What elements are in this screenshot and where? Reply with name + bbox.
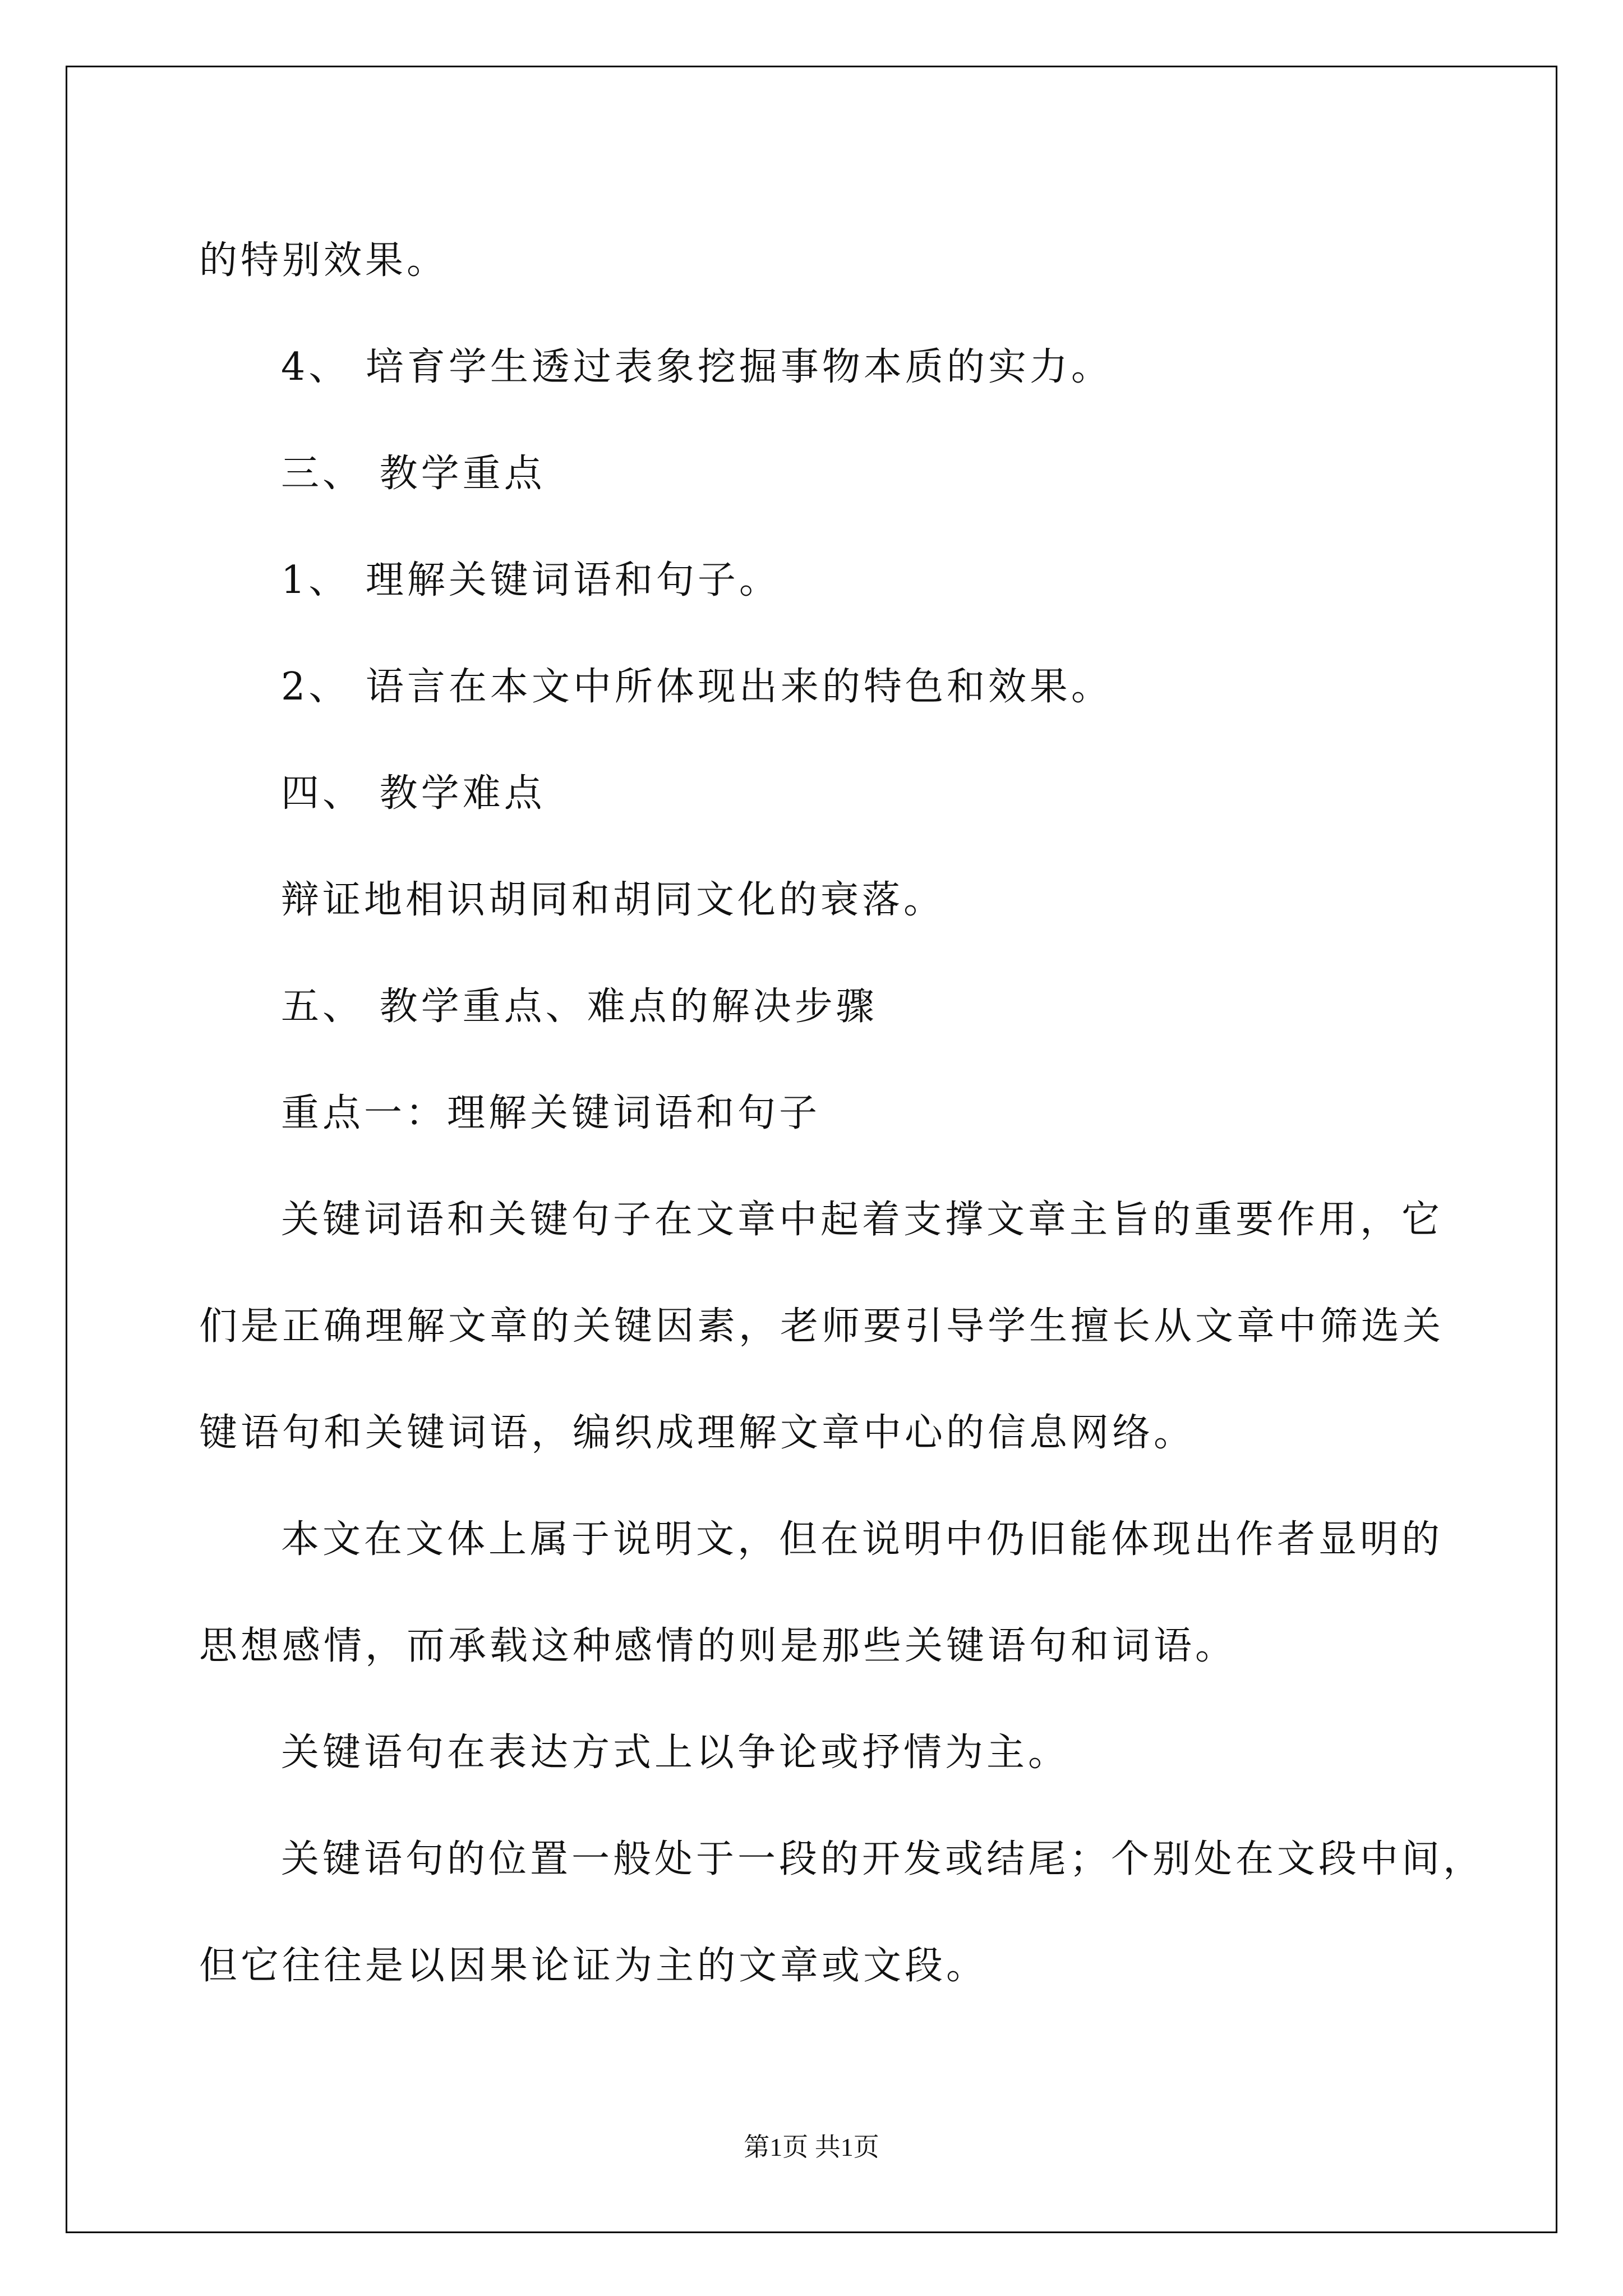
- text-line: 2、 语言在本文中所体现出来的特色和效果。: [281, 665, 1113, 709]
- text-line: 思想感情，而承载这种感情的则是那些关键语句和词语。: [199, 1624, 1237, 1668]
- subsection-heading: 重点一：理解关键词语和句子: [281, 1091, 821, 1135]
- text-line: 关键词语和关键句子在文章中起着支撑文章主旨的重要作用，它: [281, 1198, 1444, 1242]
- section-heading: 五、 教学重点、难点的解决步骤: [281, 984, 878, 1029]
- document-body: [199, 208, 1485, 2019]
- text-line: 们是正确理解文章的关键因素，老师要引导学生擅长从文章中筛选关: [199, 1304, 1445, 1349]
- text-line: 1、 理解关键词语和句子。: [281, 558, 781, 602]
- text-line: 关键语句在表达方式上以争论或抒情为主。: [281, 1731, 1070, 1775]
- text-line: 键语句和关键词语，编织成理解文章中心的信息网络。: [199, 1411, 1196, 1455]
- text-line: 辩证地相识胡同和胡同文化的衰落。: [281, 878, 946, 922]
- page-footer: 第1页 共1页: [744, 2133, 879, 2161]
- text-line: 本文在文体上属于说明文，但在说明中仍旧能体现出作者显明的: [281, 1517, 1444, 1562]
- text-line: 关键语句的位置一般处于一段的开发或结尾；个别处在文段中间，: [281, 1837, 1485, 1881]
- section-heading: 四、 教学难点: [281, 771, 546, 816]
- text-line: 的特别效果。: [199, 238, 449, 283]
- text-line: 但它往往是以因果论证为主的文章或文段。: [199, 1944, 988, 1988]
- text-line: 4、 培育学生透过表象挖掘事物本质的实力。: [281, 345, 1113, 389]
- section-heading: 三、 教学重点: [281, 452, 546, 496]
